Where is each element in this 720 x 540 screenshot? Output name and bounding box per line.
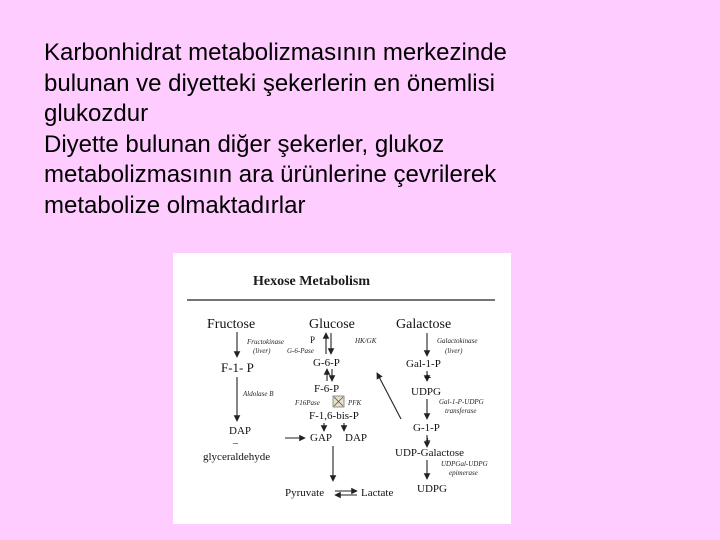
g1p-label: G-1-P	[413, 422, 440, 434]
text-line: metabolizmasının ara ürünlerine çevrilerek	[44, 161, 497, 188]
dap-left-label: DAP	[229, 425, 252, 437]
udpg-bottom-label: UDPG	[417, 483, 447, 495]
lactate-label: Lactate	[361, 487, 394, 499]
gap-label: GAP	[310, 432, 333, 444]
hexose-metabolism-diagram	[173, 253, 511, 524]
galactose-label: Galactose	[396, 317, 452, 332]
dap-mid-label: DAP	[345, 432, 368, 444]
f16bp-label: F-1,6-bis-P	[309, 410, 359, 422]
f6p-label: F-6-P	[314, 383, 340, 395]
pyruvate-label: Pyruvate	[285, 487, 325, 499]
plus-sign-top: +	[424, 370, 432, 385]
glyceraldehyde-label: glyceraldehyde	[203, 451, 271, 463]
arrow-g1p-g6p	[377, 373, 401, 419]
udpg-top-label: UDPG	[411, 386, 441, 398]
galactokinase-label: Galactokinase	[437, 337, 478, 345]
transferase-label-2: transferase	[445, 407, 477, 415]
p-label: P	[310, 335, 316, 345]
aldolase-b-label: Aldolase B	[243, 390, 274, 398]
galactokinase-site: (liver)	[445, 347, 463, 355]
f1p-label: F-1- P	[221, 360, 254, 375]
minus-sign: –	[233, 438, 238, 449]
udp-galactose-label: UDP-Galactose	[395, 447, 465, 459]
text-line: Diyette bulunan diğer şekerler, glukoz	[44, 130, 445, 158]
text-line: glukozdur	[44, 100, 149, 127]
hk-gk-label: HK/GK	[355, 337, 377, 345]
epimerase-label-2: epimerase	[449, 469, 478, 477]
transferase-label: Gal-1-P-UDPG	[439, 398, 484, 406]
slide-text	[44, 38, 704, 221]
glucose-label: Glucose	[309, 317, 355, 332]
plus-sign-bottom: +	[425, 436, 431, 447]
diagram-title: Hexose Metabolism	[253, 274, 371, 289]
f16pase-label: F16Pase	[295, 399, 320, 407]
fructose-label: Fructose	[207, 317, 256, 332]
g6p-label: G-6-P	[313, 357, 340, 369]
g6pase-label: G-6-Pase	[287, 347, 314, 355]
epimerase-label: UDPGal-UDPG	[441, 460, 488, 468]
text-line: Karbonhidrat metabolizmasının merkezinde	[44, 39, 507, 66]
text-line: bulunan ve diyetteki şekerlerin en önemlisi	[44, 69, 495, 97]
fructokinase-site: (liver)	[253, 347, 271, 355]
pfk-label: PFK	[348, 399, 362, 407]
gal1p-label: Gal-1-P	[406, 358, 441, 370]
fructokinase-label: Fructokinase	[247, 338, 284, 346]
text-line: metabolize olmaktadırlar	[44, 191, 306, 219]
